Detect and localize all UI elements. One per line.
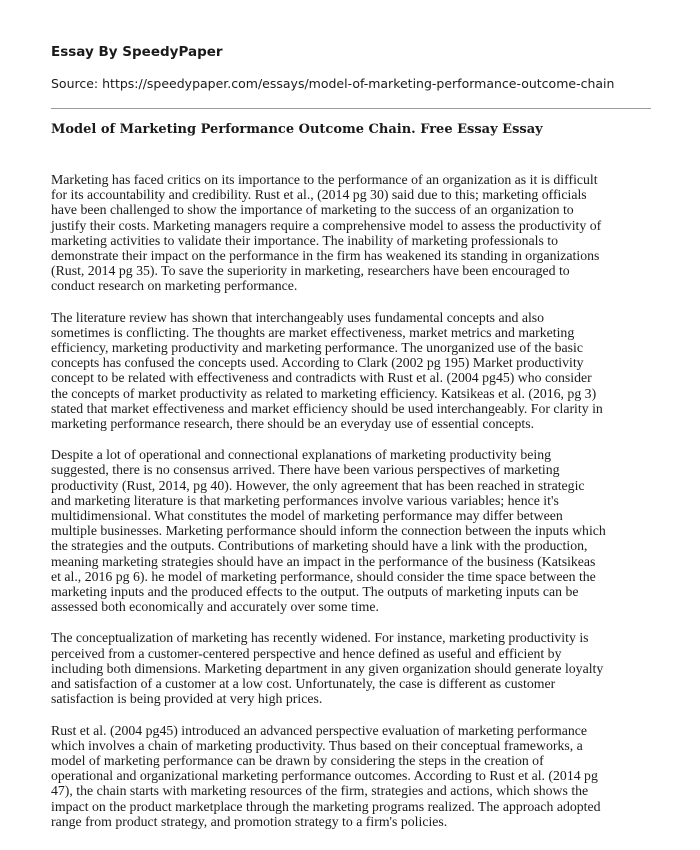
essay-body	[51, 172, 662, 845]
essay-paragraph: The literature review has shown that interchangeably uses fundamental concepts and also sometimes is conflicting. The thoughts are market effectiveness, market metrics and marketing efficiency, marketing productivity and marketing performance. The unorganized use of the basic concepts has confused the concepts used. According to Clark (2002 pg 195) Market productivity concept to be related with effectiveness and contradicts with Rust et al. (2004 pg45) who consider the concepts of market productivity as related to marketing efficiency. Katsikeas et al. (2016, pg 3) stated that market effectiveness and market efficiency should be used interchangeably. For clarity in marketing performance research, there should be an everyday use of essential concepts.	[51, 309, 603, 432]
source-url: Source: https://speedypaper.com/essays/model-of-marketing-performance-outcome-chain	[51, 76, 615, 91]
essay-paragraph: Marketing has faced critics on its importance to the performance of an organization as it is difficult for its accountability and credibility. Rust et al., (2014 pg 30) said due to this; marketing officials have been challenged to show the importance of marketing to the success of an organization to justify their costs. Marketing managers require a comprehensive model to assess the productivity of marketing activities to validate their importance. The inability of marketing professionals to demonstrate their impact on the performance in the firm has weakened its standing in organizations (Rust, 2014 pg 35). To save the superiority in marketing, researchers have been encouraged to conduct research on marketing performance.	[51, 172, 602, 294]
essay-paragraph: Despite a lot of operational and connectional explanations of marketing productivity being suggested, there is no consensus arrived. There have been various perspectives of marketing productivity (Rust, 2014, pg 40). However, the only agreement that has been reached in strategic and marketing literature is that marketing performances involve various variables; hence it's multidimensional. What constitutes the model of marketing performance may differ between multiple businesses. Marketing performance should inform the connection between the inputs which the strategies and the outputs. Contributions of marketing should have a link with the production, meaning marketing strategies should have an impact in the performance of the business (Katsikeas et al., 2016 pg 6). he model of marketing performance, should consider the time space between the marketing inputs and the produced effects to the output. The outputs of marketing inputs can be assessed both economically and accurately over some time.	[51, 447, 606, 615]
header-divider	[51, 108, 651, 109]
essay-paragraph: The conceptualization of marketing has recently widened. For instance, marketing productivity is perceived from a customer-centered perspective and hence defined as useful and efficient by including both dimensions. Marketing department in any given organization should generate loyalty and satisfaction of a customer at a low cost. Unfortunately, the case is different as customer satisfaction is being provided at very high prices.	[51, 630, 604, 707]
essay-title: Model of Marketing Performance Outcome Chain. Free Essay Essay	[51, 122, 543, 137]
essay-paragraph: Rust et al. (2004 pg45) introduced an advanced perspective evaluation of marketing performance which involves a chain of marketing productivity. Thus based on their conceptual frameworks, a model of marketing performance can be drawn by considering the steps in the creation of operational and organizational marketing performance outcomes. According to Rust et al. (2014 pg 47), the chain starts with marketing resources of the firm, strategies and actions, which shows the impact on the product marketplace through the marketing programs realized. The approach adopted range from product strategy, and promotion strategy to a firm's policies.	[51, 722, 601, 829]
publisher-heading: Essay By SpeedyPaper	[51, 44, 223, 60]
